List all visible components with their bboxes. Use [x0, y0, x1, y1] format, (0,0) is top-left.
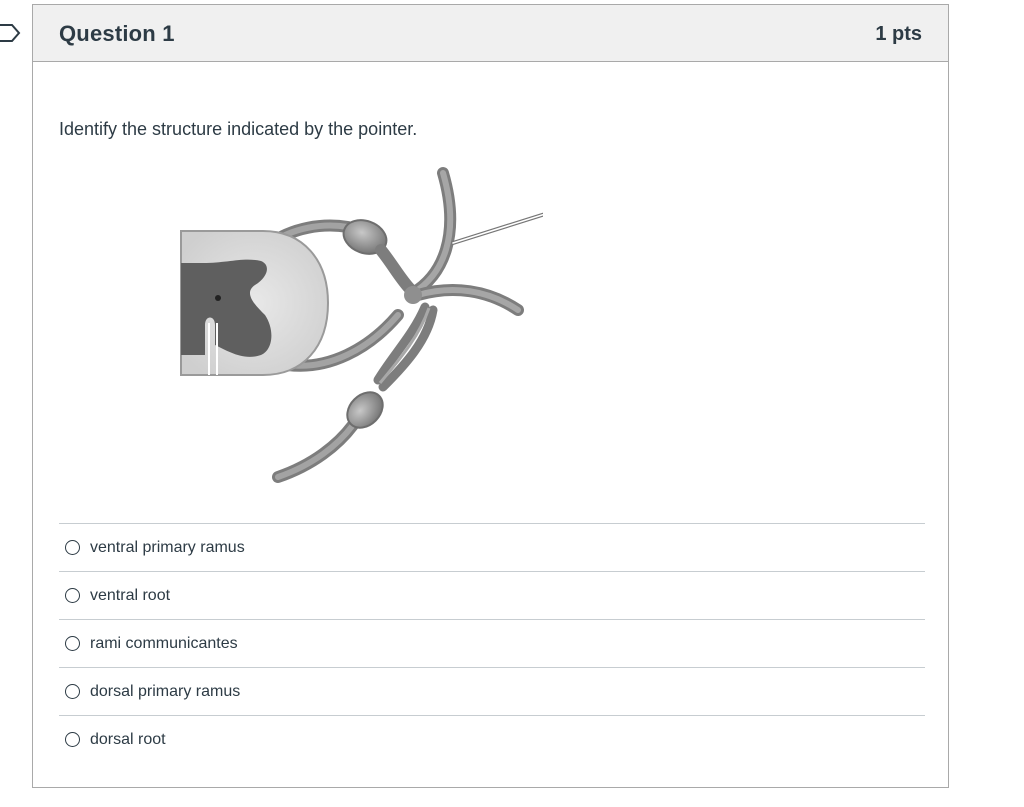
- answer-option[interactable]: [59, 667, 925, 715]
- question-header: [33, 5, 948, 62]
- answer-label: dorsal primary ramus: [90, 682, 241, 700]
- question-flag-icon[interactable]: [0, 22, 22, 44]
- answer-list: [59, 523, 925, 763]
- answer-option[interactable]: [59, 571, 925, 619]
- radio-button-icon[interactable]: [65, 732, 80, 747]
- radio-button-icon[interactable]: [65, 540, 80, 555]
- answer-option[interactable]: [59, 619, 925, 667]
- radio-button-icon[interactable]: [65, 636, 80, 651]
- answer-label: dorsal root: [90, 730, 166, 748]
- spinal-nerve-diagram: [143, 165, 543, 485]
- radio-button-icon[interactable]: [65, 684, 80, 699]
- answer-label: ventral primary ramus: [90, 538, 245, 556]
- answer-option[interactable]: [59, 715, 925, 763]
- question-points: 1 pts: [875, 23, 922, 45]
- answer-label: rami communicantes: [90, 634, 238, 652]
- question-title: Question 1: [59, 21, 175, 46]
- answer-label: ventral root: [90, 586, 171, 604]
- radio-button-icon[interactable]: [65, 588, 80, 603]
- question-card: [32, 4, 949, 788]
- answer-option[interactable]: [59, 523, 925, 571]
- question-prompt: Identify the structure indicated by the pointer.: [59, 119, 418, 139]
